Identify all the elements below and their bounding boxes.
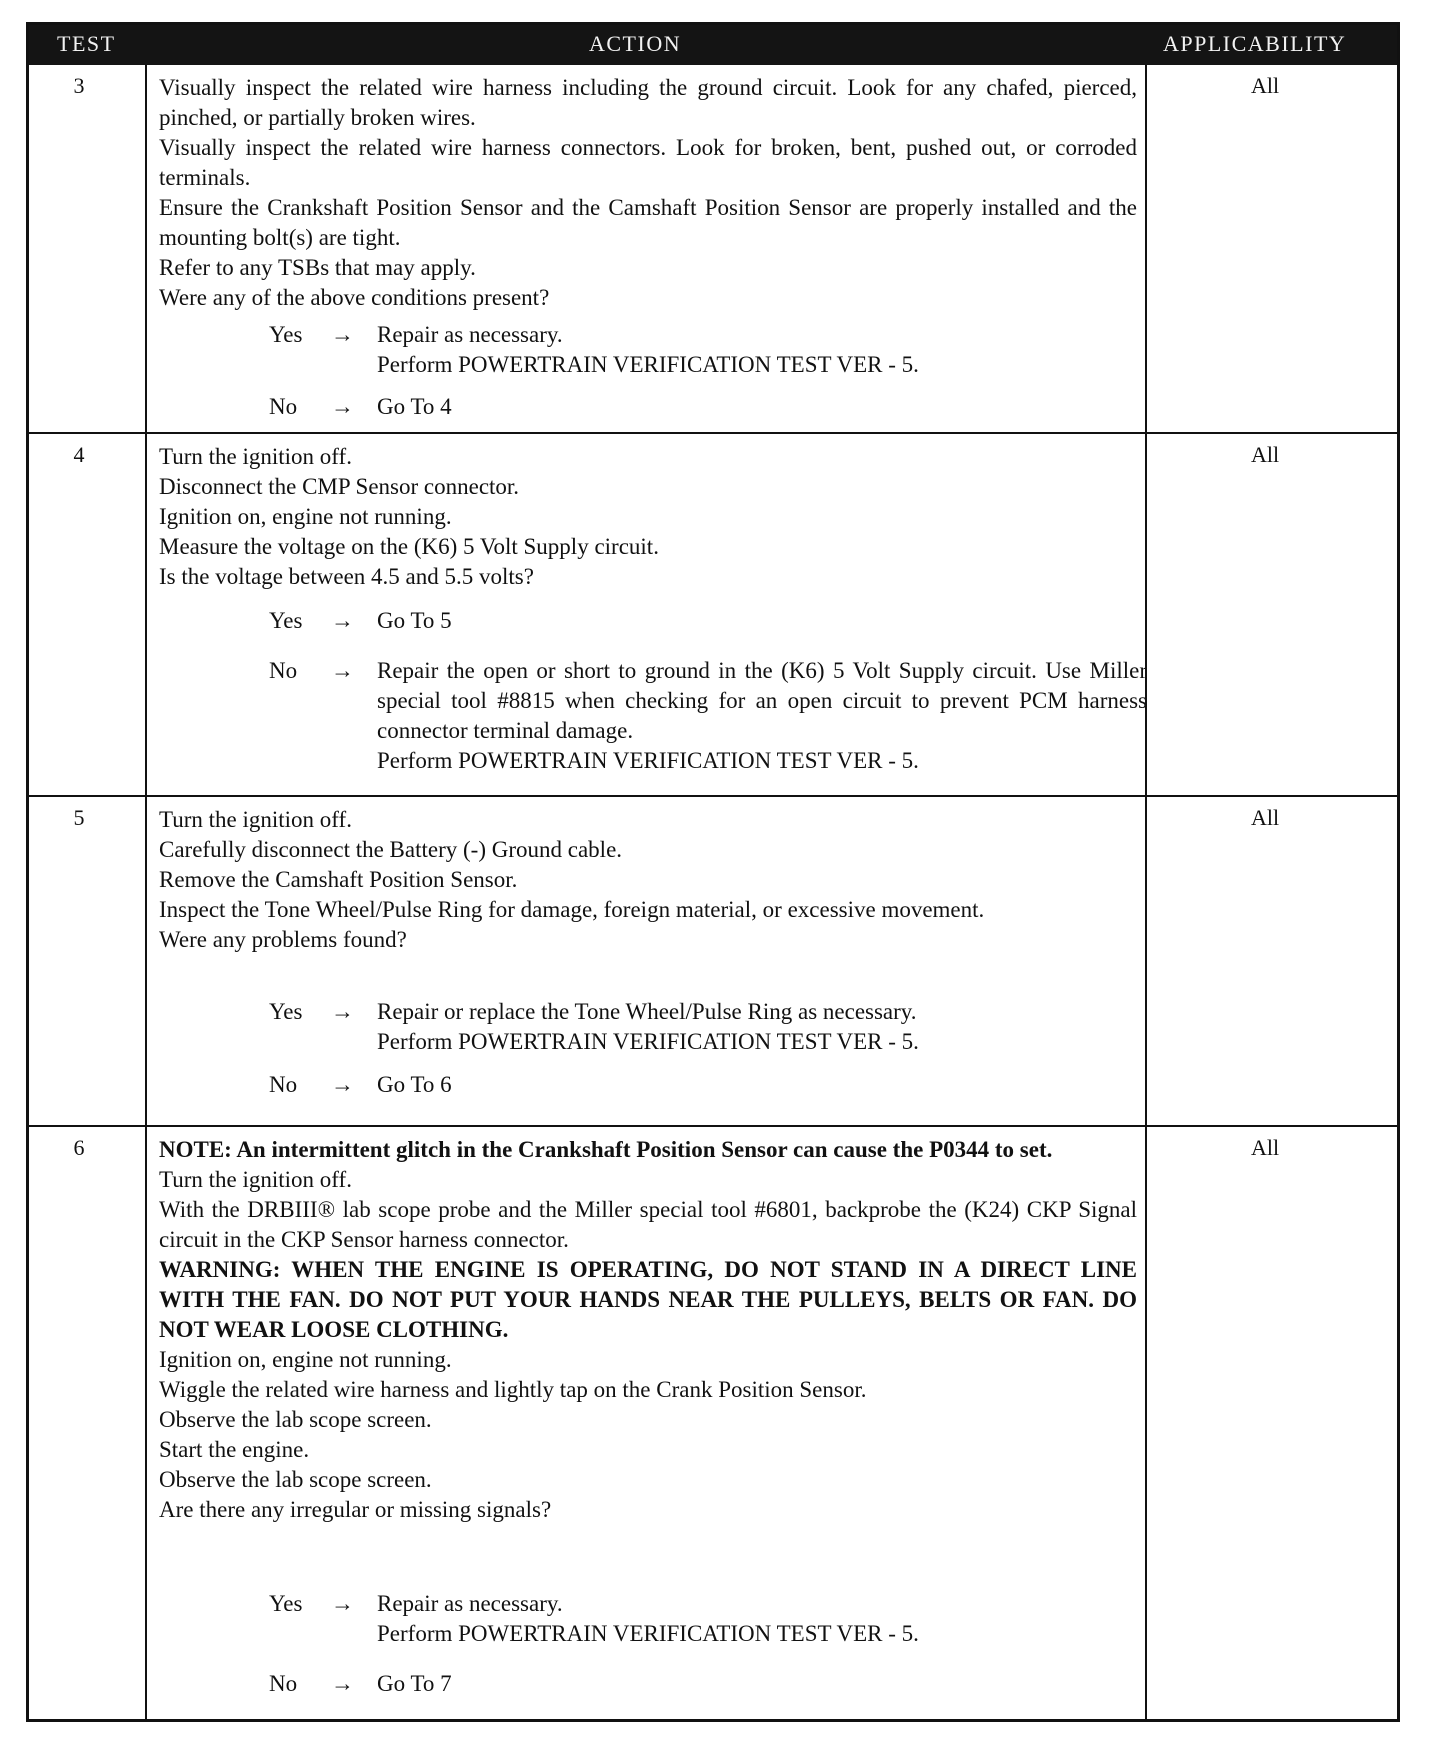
- table-header: [29, 25, 1397, 65]
- arrow-icon: →: [331, 1072, 354, 1097]
- test-number: 5: [73, 805, 85, 830]
- response-label: No: [269, 658, 298, 683]
- arrow-icon: →: [331, 394, 354, 419]
- response-text: [377, 997, 1147, 1057]
- test-number: 6: [73, 1135, 85, 1160]
- action-text: [159, 805, 1137, 955]
- action-line: Measure the voltage on the (K6) 5 Volt Supply circuit.: [159, 534, 659, 559]
- action-line: Disconnect the CMP Sensor connector.: [159, 474, 520, 499]
- action-line: Were any of the above conditions present?: [159, 285, 550, 310]
- action-line: Inspect the Tone Wheel/Pulse Ring for damage, foreign material, or excessive movement.: [159, 897, 985, 922]
- response-text: [377, 1589, 1147, 1649]
- response-line: Repair the open or short to ground in the (K6) 5 Volt Supply circuit. Use Miller special tool #8815 when checking for an open circuit to prevent PCM harness connector terminal damage.: [377, 658, 1147, 743]
- action-text: [159, 1135, 1137, 1525]
- arrow-icon: →: [331, 999, 354, 1024]
- action-line: Observe the lab scope screen.: [159, 1407, 432, 1432]
- action-line: Start the engine.: [159, 1437, 310, 1462]
- response-label: No: [269, 394, 298, 419]
- response-line: Perform POWERTRAIN VERIFICATION TEST VER - 5.: [377, 1621, 919, 1646]
- response-text: [377, 1669, 1147, 1699]
- action-line: Are there any irregular or missing signals?: [159, 1497, 552, 1522]
- response-label: Yes: [269, 322, 303, 347]
- action-line: Were any problems found?: [159, 927, 407, 952]
- response-label: Yes: [269, 608, 303, 633]
- action-text: [159, 442, 1137, 592]
- response-text: [377, 1070, 1147, 1100]
- response-line: Repair as necessary.: [377, 322, 563, 347]
- table-row: [29, 432, 1397, 797]
- arrow-icon: →: [331, 658, 354, 683]
- response-line: Go To 5: [377, 608, 452, 633]
- header-test: TEST: [57, 31, 116, 56]
- response-label: No: [269, 1671, 298, 1696]
- diagnostic-table: [26, 22, 1400, 1722]
- response-label: No: [269, 1072, 298, 1097]
- action-line: Observe the lab scope screen.: [159, 1467, 432, 1492]
- action-line: Is the voltage between 4.5 and 5.5 volts?: [159, 564, 534, 589]
- response-line: Go To 6: [377, 1072, 452, 1097]
- action-line: Carefully disconnect the Battery (-) Ground cable.: [159, 837, 623, 862]
- arrow-icon: →: [331, 1591, 354, 1616]
- response-label: Yes: [269, 999, 303, 1024]
- response-text: [377, 320, 1147, 380]
- action-line: Turn the ignition off.: [159, 444, 352, 469]
- action-line: Visually inspect the related wire harness including the ground circuit. Look for any chafed, pierced, pinched, or partially broken wires.: [159, 75, 1137, 130]
- arrow-icon: →: [331, 322, 354, 347]
- warning-text: WARNING: WHEN THE ENGINE IS OPERATING, DO NOT STAND IN A DIRECT LINE WITH THE FAN. DO NOT PUT YOUR HANDS NEAR THE PULLEYS, BELTS OR FAN. DO NOT WEAR LOOSE CLOTHING.: [159, 1257, 1137, 1342]
- response-line: Go To 7: [377, 1671, 452, 1696]
- response-line: Go To 4: [377, 394, 452, 419]
- arrow-icon: →: [331, 608, 354, 633]
- action-text: [159, 73, 1137, 313]
- action-line: Wiggle the related wire harness and lightly tap on the Crank Position Sensor.: [159, 1377, 867, 1402]
- response-label: Yes: [269, 1591, 303, 1616]
- header-applicability: APPLICABILITY: [1163, 31, 1347, 56]
- test-number: 3: [73, 73, 85, 98]
- applicability-value: All: [1250, 1135, 1280, 1160]
- action-line: Turn the ignition off.: [159, 807, 352, 832]
- action-line: With the DRBIII® lab scope probe and the Miller special tool #6801, backprobe the (K24) CKP Signal circuit in the CKP Sensor harness connector.: [159, 1197, 1137, 1252]
- response-text: [377, 392, 1147, 422]
- response-line: Repair as necessary.: [377, 1591, 563, 1616]
- response-text: [377, 656, 1147, 776]
- response-line: Perform POWERTRAIN VERIFICATION TEST VER - 5.: [377, 1029, 919, 1054]
- action-line: Turn the ignition off.: [159, 1167, 352, 1192]
- arrow-icon: →: [331, 1671, 354, 1696]
- applicability-value: All: [1250, 805, 1280, 830]
- header-action: ACTION: [589, 31, 682, 56]
- response-text: [377, 606, 1147, 636]
- response-line: Repair or replace the Tone Wheel/Pulse Ring as necessary.: [377, 999, 917, 1024]
- action-line: Remove the Camshaft Position Sensor.: [159, 867, 518, 892]
- action-line: Ignition on, engine not running.: [159, 504, 452, 529]
- action-line: Ignition on, engine not running.: [159, 1347, 452, 1372]
- table-row: [29, 795, 1397, 1127]
- action-line: Visually inspect the related wire harness connectors. Look for broken, bent, pushed out, or corroded terminals.: [159, 135, 1137, 190]
- applicability-value: All: [1250, 442, 1280, 467]
- table-row: [29, 1125, 1397, 1721]
- response-line: Perform POWERTRAIN VERIFICATION TEST VER - 5.: [377, 748, 919, 773]
- applicability-value: All: [1250, 73, 1280, 98]
- table-row: [29, 65, 1397, 432]
- test-number: 4: [73, 442, 85, 467]
- note-text: NOTE: An intermittent glitch in the Crankshaft Position Sensor can cause the P0344 to set.: [159, 1137, 1053, 1162]
- action-line: Refer to any TSBs that may apply.: [159, 255, 476, 280]
- response-line: Perform POWERTRAIN VERIFICATION TEST VER - 5.: [377, 352, 919, 377]
- action-line: Ensure the Crankshaft Position Sensor and the Camshaft Position Sensor are properly installed and the mounting bolt(s) are tight.: [159, 195, 1137, 250]
